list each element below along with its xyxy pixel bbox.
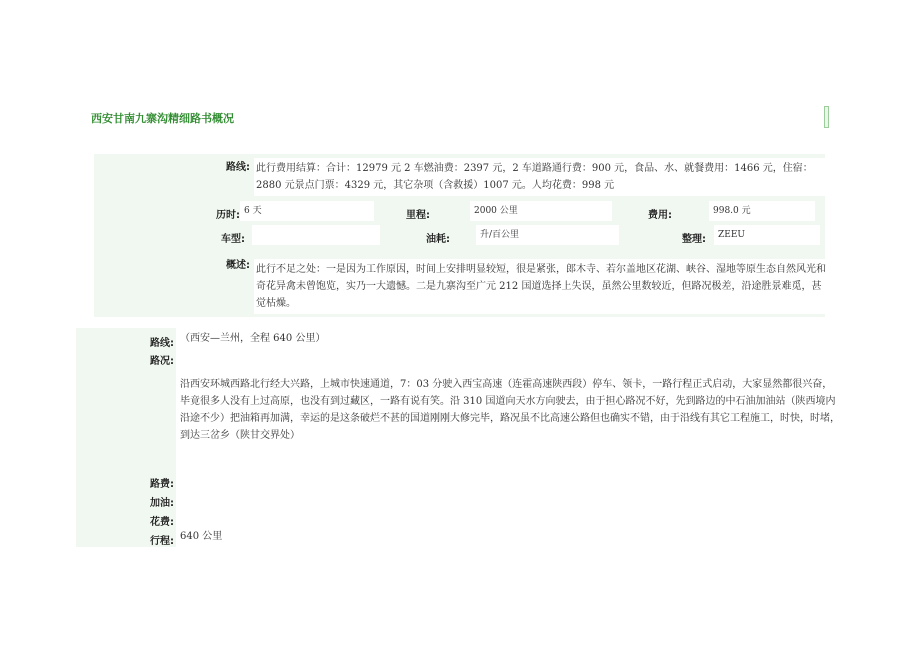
leg-route-label: 路线: xyxy=(150,338,174,349)
leg-toll-label: 路费: xyxy=(150,479,174,490)
duration-value: 6 天 xyxy=(240,201,374,221)
overview-label: 概述: xyxy=(226,260,250,271)
leg-refuel-label: 加油: xyxy=(150,498,174,509)
leg-trip-value: 640 公里 xyxy=(180,531,223,542)
leg-road-text: 沿西安环城西路北行经大兴路，上城市快速通道，7：03 分驶入西宝高速（连霍高速陕西段）停车、领卡，一路行程正式启动，大家显然都很兴奋，毕竟很多人没有上过高原，也没有到过藏区，一路有说有笑。沿 310 国道向天水方向驶去，由于担心路况不好，先到路边的中石油加油站（陕西境内沿途不少）把油箱再加满，幸运的是这条破烂不甚的国道刚刚大修完毕，路况虽不比高速公路但也确实不错，由于沿线有其它工程施工，时快，时堵，到达三岔乡（陕甘交界处） xyxy=(180,379,840,441)
overview-text: 此行不足之处：一是因为工作原因，时间上安排明显较短，很是紧张，郎木寺、若尔盖地区花湖、峡谷、湿地等原生态自然风光和奇花异禽未曾饱览，实乃一大遗憾。二是九寨沟至广元 212 国道选择上失误，虽然公里数较近，但路况极差，沿途胜景难觅，甚觉枯燥。 xyxy=(254,259,828,314)
leg-trip-label: 行程: xyxy=(150,536,174,547)
page-title: 西安甘南九寨沟精细路书概况 xyxy=(91,112,234,125)
leg-route-value: （西安—兰州，全程 640 公里） xyxy=(180,333,326,344)
distance-value: 2000 公里 xyxy=(470,201,612,221)
vehicle-label: 车型: xyxy=(221,234,245,245)
summary-route-text: 此行费用结算：合计：12979 元 2 车燃油费：2397 元，2 车道路通行费：900 元，食品、水、就餐费用：1466 元，住宿：2880 元景点门票：4329 元，其它杂项（含救援）1007 元。人均花费：998 元 xyxy=(254,158,828,196)
cost-label: 费用: xyxy=(648,210,672,221)
organizer-label: 整理: xyxy=(682,234,706,245)
fuel-consumption-label: 油耗: xyxy=(426,234,450,245)
cost-value: 998.0 元 xyxy=(709,201,815,221)
vehicle-value xyxy=(252,225,380,245)
organizer-value: ZEEU xyxy=(714,225,820,245)
edge-marker xyxy=(824,106,829,128)
duration-label: 历时: xyxy=(216,210,240,221)
leg-spend-label: 花费: xyxy=(150,517,174,528)
summary-route-label: 路线: xyxy=(226,162,250,173)
fuel-consumption-value: 升/百公里 xyxy=(476,225,619,245)
leg-road-label: 路况: xyxy=(150,356,174,367)
distance-label: 里程: xyxy=(406,210,430,221)
